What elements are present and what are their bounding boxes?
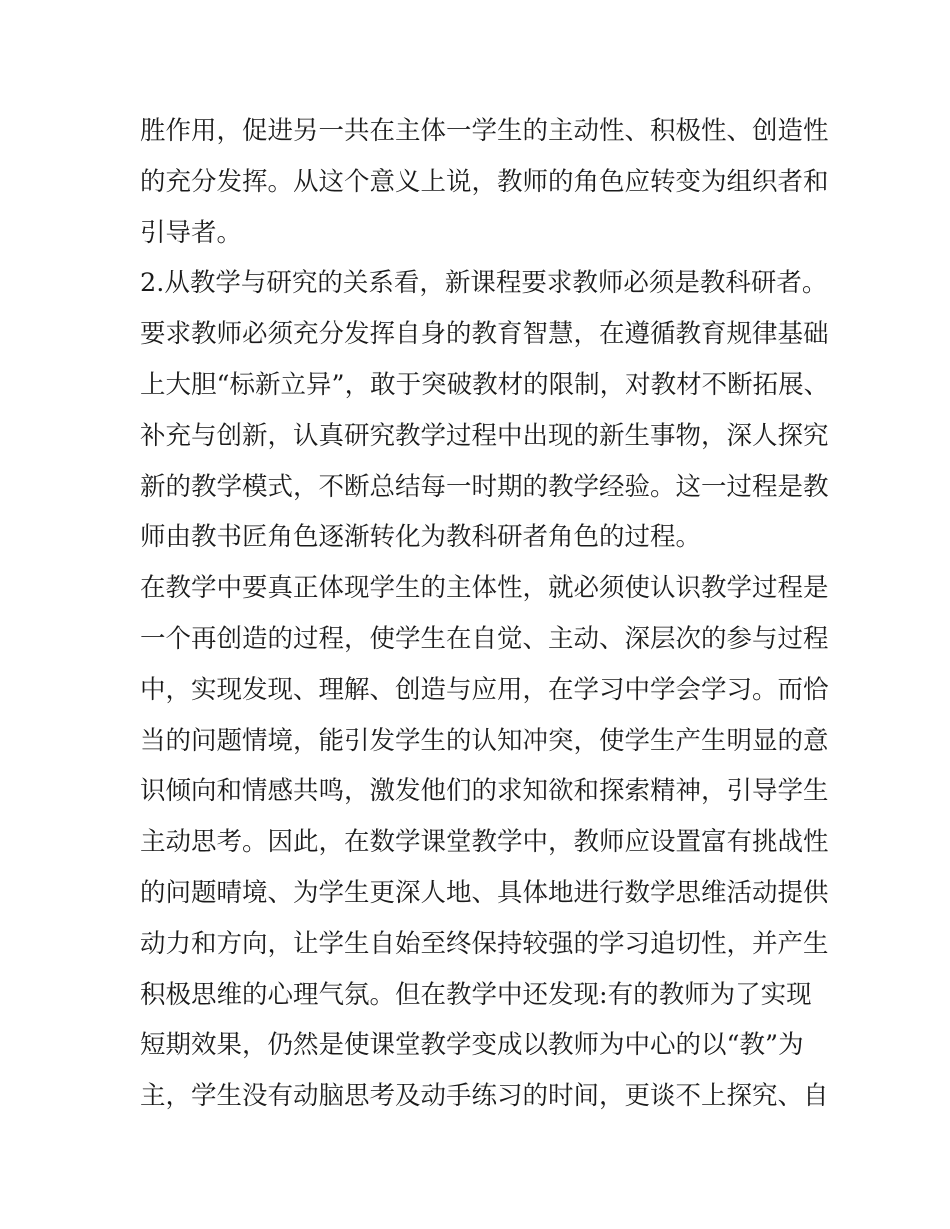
text-line: 新的教学模式，不断总结每一时期的教学经验。这一过程是教: [140, 471, 829, 502]
text-line: 的充分发挥。从这个意义上说，教师的角色应转变为组织者和: [140, 166, 829, 197]
text-line: 的问题晴境、为学生更深人地、具体地进行数学思维活动提供: [140, 877, 829, 908]
body-text: [140, 106, 830, 1122]
text-line: 上大胆“标新立异”，敢于突破教材的限制，对教材不断拓展、: [140, 369, 830, 400]
text-line: 胜作用，促进另一共在主体一学生的主动性、积极性、创造性: [140, 116, 829, 146]
text-line: 引导者。: [140, 217, 243, 248]
text-line: 短期效果，仍然是使课堂教学变成以教师为中心的以“教”为: [140, 1030, 804, 1061]
text-line: 积极思维的心理气氛。但在教学中还发现:有的教师为了实现: [140, 979, 812, 1010]
text-line: 要求教师必须充分发挥自身的教育智慧，在遵循教育规律基础: [140, 319, 829, 350]
text-line: 当的问题情境，能引发学生的认知冲突，使学生产生明显的意: [140, 725, 829, 756]
text-line: 识倾向和情感共鸣，激发他们的求知欲和探索精神，引导学生: [140, 776, 829, 807]
text-line: 一个再创造的过程，使学生在自觉、主动、深层次的参与过程: [140, 623, 829, 654]
text-line: 动力和方向，让学生自始至终保持较强的学习追切性，并产生: [140, 928, 829, 959]
text-line: 补充与创新，认真研究教学过程中出现的新生事物，深人探究: [140, 420, 829, 451]
text-line: 在教学中要真正体现学生的主体性，就必须使认识教学过程是: [140, 573, 829, 604]
text-line: 主动思考。因此，在数学课堂教学中，教师应设置富有挑战性: [140, 827, 829, 858]
text-line: 中，实现发现、理解、创造与应用，在学习中学会学习。而恰: [140, 674, 829, 705]
text-line: 2.从教学与研究的关系看，新课程要求教师必须是教科研者。: [140, 268, 828, 299]
text-line: 主，学生没有动脑思考及动手练习的时间，更谈不上探究、自: [140, 1081, 829, 1112]
text-line: 师由教书匠角色逐渐转化为教科研者角色的过程。: [140, 522, 702, 553]
